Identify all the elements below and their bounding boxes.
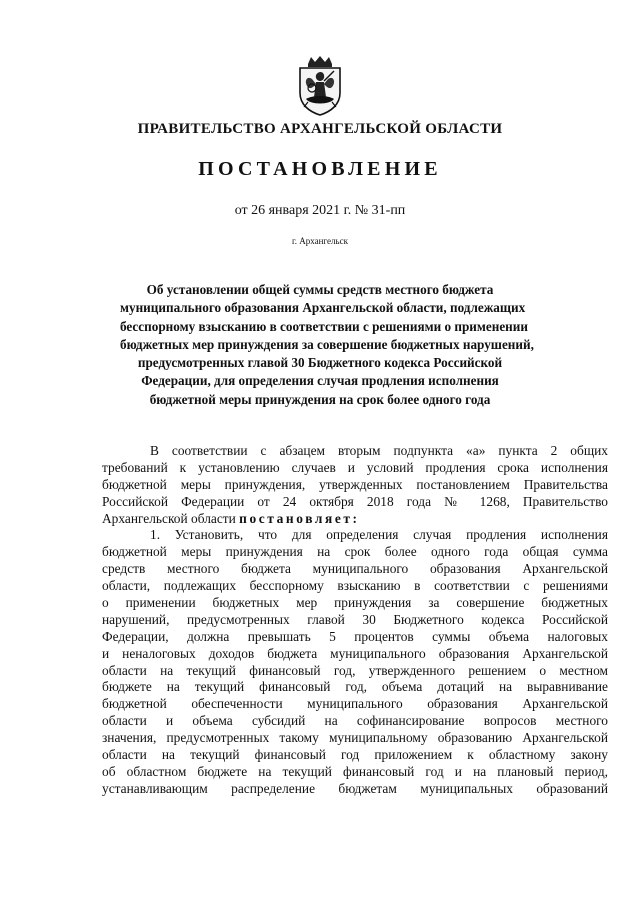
preamble-last-line <box>102 511 608 528</box>
heading-line: бесспорному взысканию в соответствии с решениями о применении <box>120 318 528 334</box>
heading-line: бюджетных мер принуждения за совершение бюджетных нарушений, <box>120 336 534 352</box>
heading-line: Об установлении общей суммы средств местного бюджета <box>146 282 494 297</box>
document-heading <box>120 281 534 409</box>
heading-line: бюджетной меры принуждения на срок более одного года <box>149 391 491 407</box>
preamble-line: Российской Федерации от 24 октября 2018 года № 1268, Правительство <box>102 493 608 509</box>
org-title: ПРАВИТЕЛЬСТВО АРХАНГЕЛЬСКОЙ ОБЛАСТИ <box>137 121 503 137</box>
clause-line: бюджетной обеспеченности муниципального образования Архангельской <box>102 696 608 712</box>
heading-line: Федерации, для определения случая продления исполнения <box>141 373 499 389</box>
clause-line: 1. Установить, что для определения случая продления исполнения <box>150 527 608 543</box>
preamble-line: В соответствии с абзацем вторым подпункта «а» пункта 2 общих <box>150 443 608 458</box>
clause-line: о применении бюджетных мер принуждения за совершение бюджетных <box>102 595 608 611</box>
clause-line: области на текущий финансовый год, утвержденного решением о местном <box>102 662 608 678</box>
decree-word: постановляет: <box>239 510 360 526</box>
clause-line: значения, предусмотренных такому муниципальному образованию Архангельской <box>102 730 608 746</box>
document-city: г. Архангельск <box>292 236 348 246</box>
coat-of-arms-icon <box>294 55 346 117</box>
clause-line: устанавливающим распределение бюджетам муниципальных образований <box>102 780 608 796</box>
heading-line: муниципального образования Архангельской области, подлежащих <box>120 300 526 316</box>
clause-line: и неналоговых доходов бюджета муниципального образования Архангельской <box>102 645 608 661</box>
clause-line: области, подлежащих бесспорному взысканию в соответствии с решениями <box>102 578 608 594</box>
preamble-line: бюджетной меры принуждения, утвержденных постановлением Правительства <box>102 476 608 492</box>
clause-line: области на текущий финансовый год приложением к областному закону <box>102 747 608 763</box>
document-body <box>102 443 608 798</box>
clause-line: области и объема субсидий на софинансирование вопросов местного <box>102 713 608 729</box>
preamble-line: требований к установлению случаев и условий продления срока исполнения <box>102 459 608 475</box>
document-type: ПОСТАНОВЛЕНИЕ <box>198 158 442 180</box>
heading-line: предусмотренных главой 30 Бюджетного кодекса Российской <box>137 355 503 371</box>
clause-line: бюджете на текущий финансовый год, объема дотаций на выравнивание <box>102 679 608 695</box>
preamble-line-prefix: Архангельской области <box>102 510 240 526</box>
clause-line: об областном бюджете на текущий финансовый год и на плановый период, <box>102 763 608 779</box>
clause-line: средств местного бюджета муниципального образования Архангельской <box>102 561 608 577</box>
clause-line: бюджетной меры принуждения на срок более одного года общая сумма <box>102 544 608 560</box>
clause-line: нарушений, предусмотренных главой 30 Бюджетного кодекса Российской <box>102 611 608 627</box>
document-date-number: от 26 января 2021 г. № 31-пп <box>234 203 406 218</box>
clause-line: Федерации, должна превышать 5 процентов суммы объема налоговых <box>102 628 608 644</box>
